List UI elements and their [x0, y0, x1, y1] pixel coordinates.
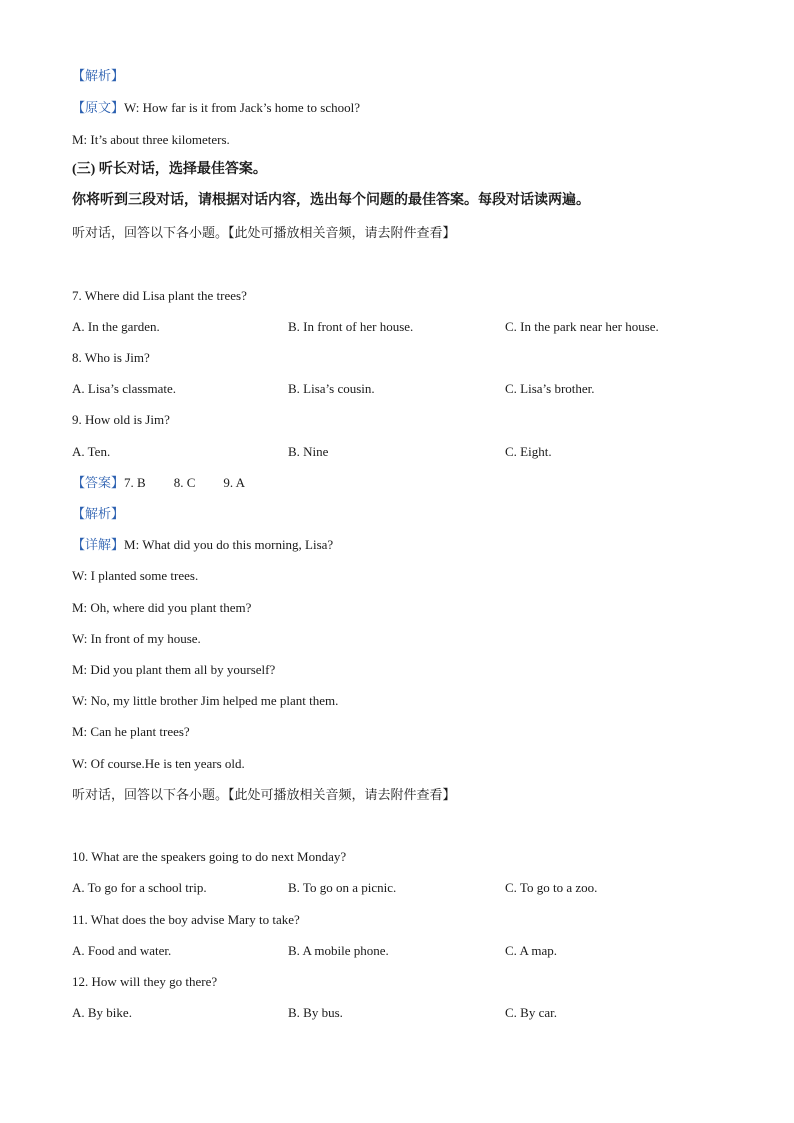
- dialogue-line-2: W: I planted some trees.: [72, 568, 199, 583]
- original-tag: 【原文】: [72, 100, 125, 115]
- detail-tag: 【详解】: [72, 537, 125, 552]
- option-11a: A. Food and water.: [72, 943, 172, 958]
- option-9a: A. Ten.: [72, 444, 111, 459]
- option-8a: A. Lisa’s classmate.: [72, 381, 176, 396]
- option-11b: B. A mobile phone.: [288, 943, 389, 958]
- part3-heading: (三) 听长对话，选择最佳答案。: [72, 162, 267, 177]
- part3-instruction: 你将听到三段对话，请根据对话内容，选出每个问题的最佳答案。每段对话读两遍。: [72, 193, 590, 208]
- answer-8: 8. C: [173, 475, 196, 490]
- question-8: 8. Who is Jim?: [72, 350, 150, 365]
- option-10b: B. To go on a picnic.: [288, 880, 397, 895]
- answer-7: 7. B: [124, 475, 146, 490]
- option-12c: C. By car.: [505, 1005, 557, 1020]
- answer-line: [72, 475, 245, 491]
- answer-9: 9. A: [223, 475, 246, 490]
- option-8b: B. Lisa’s cousin.: [288, 381, 375, 396]
- dialogue-line-3: M: Oh, where did you plant them?: [72, 600, 252, 615]
- option-8c: C. Lisa’s brother.: [505, 381, 595, 396]
- question-12: 12. How will they go there?: [72, 974, 218, 989]
- option-7a: A. In the garden.: [72, 319, 160, 334]
- dialogue-line-5: M: Did you plant them all by yourself?: [72, 662, 276, 677]
- question-11: 11. What does the boy advise Mary to take?: [72, 912, 300, 927]
- listen-note-1: 听对话，回答以下各小题。【此处可播放相关音频，请去附件查看】: [72, 225, 456, 240]
- dialogue-line-6: W: No, my little brother Jim helped me plant them.: [72, 693, 339, 708]
- option-10a: A. To go for a school trip.: [72, 880, 207, 895]
- option-9c: C. Eight.: [505, 444, 552, 459]
- dialogue-line-1: 【详解】M: What did you do this morning, Lisa?: [72, 537, 334, 552]
- question-7: 7. Where did Lisa plant the trees?: [72, 288, 247, 303]
- option-12a: A. By bike.: [72, 1005, 132, 1020]
- option-7c: C. In the park near her house.: [505, 319, 659, 334]
- listen-note-2: 听对话，回答以下各小题。【此处可播放相关音频，请去附件查看】: [72, 787, 456, 802]
- question-10: 10. What are the speakers going to do next Monday?: [72, 849, 347, 864]
- option-9b: B. Nine: [288, 444, 329, 459]
- original-line-1: W: How far is it from Jack’s home to school?: [124, 100, 361, 115]
- original-line-2: M: It’s about three kilometers.: [72, 132, 230, 147]
- option-7b: B. In front of her house.: [288, 319, 414, 334]
- dialogue-line-7: M: Can he plant trees?: [72, 724, 190, 739]
- dialogue-line-8: W: Of course.He is ten years old.: [72, 756, 245, 771]
- analysis-tag-2: 【解析】: [72, 506, 125, 521]
- question-9: 9. How old is Jim?: [72, 412, 170, 427]
- original-text-line: [72, 100, 360, 116]
- answer-tag: 【答案】: [72, 475, 125, 490]
- option-12b: B. By bus.: [288, 1005, 343, 1020]
- analysis-tag: 【解析】: [72, 68, 125, 83]
- dialogue-line-4: W: In front of my house.: [72, 631, 201, 646]
- option-10c: C. To go to a zoo.: [505, 880, 598, 895]
- option-11c: C. A map.: [505, 943, 558, 958]
